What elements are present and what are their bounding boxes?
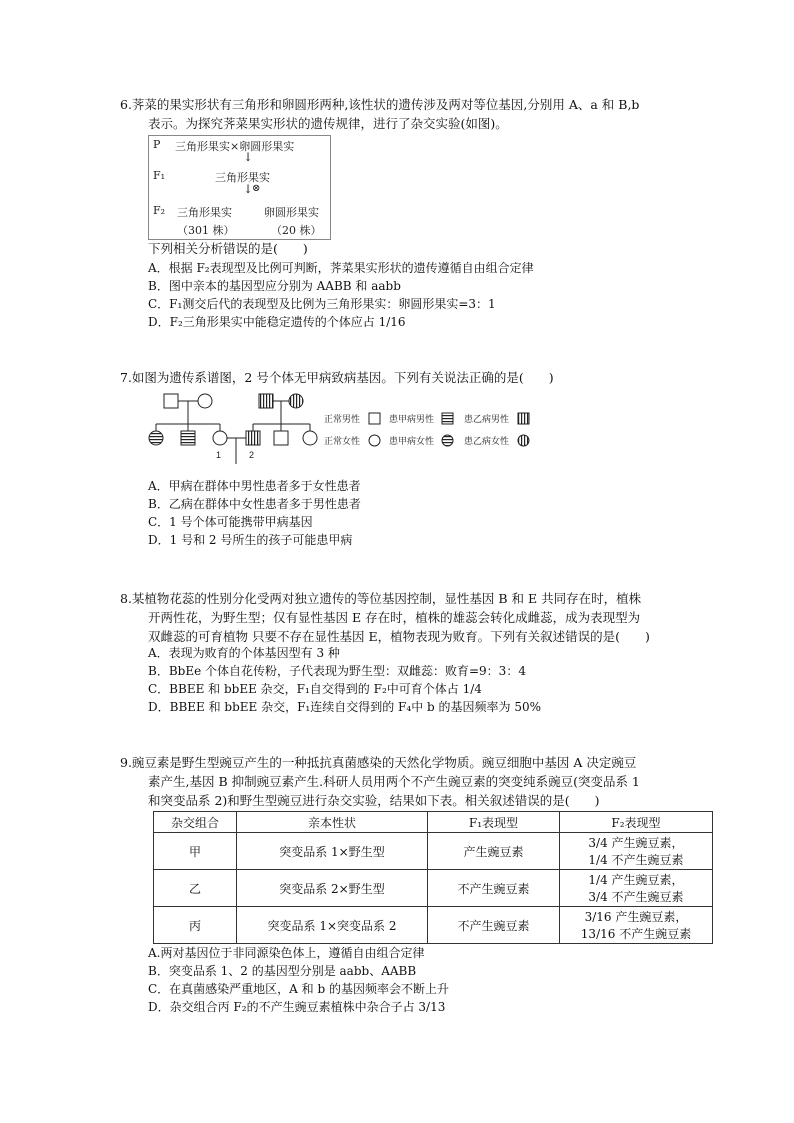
f1-cell: 不产生豌豆素 — [428, 907, 560, 944]
cross-f2-label: F₂ — [153, 204, 166, 217]
legend-jia-male-label: 患甲病男性 — [389, 414, 435, 424]
normal-female-symbol — [198, 394, 212, 408]
q6-option-a: A．根据 F₂表现型及比例可判断，荠菜果实形状的遗传遵循自由组合定律 — [148, 261, 534, 275]
q7-stem: 7.如图为遗传系谱图，2 号个体无甲病致病基因。下列有关说法正确的是( ) — [120, 370, 554, 385]
parents-cell: 突变品系 2×野生型 — [237, 870, 428, 907]
cross-p-label: P — [153, 138, 161, 151]
legend-normal-male-icon — [369, 413, 380, 424]
cross-f2-right-count: （20 株） — [271, 224, 322, 237]
yi-female-symbol — [289, 394, 303, 408]
q7-option-a: A．甲病在群体中男性患者多于女性患者 — [148, 479, 361, 493]
q9-option-d: D．杂交组合丙 F₂的不产生豌豆素植株中杂合子占 3/13 — [148, 1000, 446, 1014]
table-header-row — [154, 812, 713, 833]
legend-jia-male-icon — [442, 413, 453, 424]
q9-stem-line2: 素产生,基因 B 抑制豌豆素产生.科研人员用两个不产生豌豆素的突变纯系豌豆(突变品系 1 — [148, 774, 640, 789]
normal-male-symbol — [274, 431, 288, 445]
header-cell: 杂交组合 — [154, 812, 237, 833]
parents-cell: 突变品系 1×野生型 — [237, 833, 428, 870]
q7-option-b: B．乙病在群体中女性患者多于男性患者 — [148, 497, 361, 511]
normal-male-symbol — [164, 394, 178, 408]
header-cell: 亲本性状 — [237, 812, 428, 833]
q9-stem-line1: 9.豌豆素是野生型豌豆产生的一种抵抗真菌感染的天然化学物质。豌豆细胞中基因 A 决定豌豆 — [120, 755, 637, 770]
q9-stem-line3: 和突变品系 2)和野生型豌豆进行杂交实验，结果如下表。相关叙述错误的是( ) — [148, 793, 600, 808]
individual-2-symbol — [246, 431, 260, 445]
f1-cell: 产生豌豆素 — [428, 833, 560, 870]
legend-normal-male-label: 正常男性 — [324, 414, 361, 424]
q7-option-d: D．1 号和 2 号所生的孩子可能患甲病 — [148, 533, 353, 547]
cross-f2-left-count: （301 株） — [177, 224, 235, 237]
f2-line: 1/4 产生豌豆素， — [588, 873, 684, 887]
q8-option-c: C．BBEE 和 bbEE 杂交，F₁自交得到的 F₂中可育个体占 1/4 — [148, 682, 482, 696]
f1-cell: 不产生豌豆素 — [428, 870, 560, 907]
f2-cell — [560, 833, 713, 870]
group-cell: 甲 — [154, 833, 237, 870]
down-arrow-icon: ↓ — [243, 150, 254, 164]
legend-normal-female-label: 正常女性 — [324, 436, 361, 446]
cross-f2-right: 卵圆形果实 — [264, 206, 319, 219]
jia-female-symbol — [149, 431, 163, 445]
q6-option-b: B．图中亲本的基因型应分别为 AABB 和 aabb — [148, 279, 401, 293]
f2-line: 3/4 产生豌豆素， — [588, 836, 684, 850]
f2-line: 3/4 不产生豌豆素 — [588, 890, 684, 904]
pedigree-chart — [146, 388, 546, 468]
legend-yi-male-icon — [518, 413, 529, 424]
cross-f1-label: F₁ — [153, 169, 166, 182]
legend-jia-female-label: 患甲病女性 — [389, 436, 435, 446]
header-cell: F₂表现型 — [560, 812, 713, 833]
legend-yi-female-label: 患乙病女性 — [464, 436, 510, 446]
f2-line: 13/16 不产生豌豆素 — [580, 927, 692, 941]
jia-male-symbol — [181, 431, 195, 445]
header-cell: F₁表现型 — [428, 812, 560, 833]
q7-option-c: C．1 号个体可能携带甲病基因 — [148, 515, 313, 529]
table-row — [154, 870, 713, 907]
pedigree-label-1: 1 — [216, 450, 222, 460]
normal-female-symbol — [303, 431, 317, 445]
q8-option-b: B．BbEe 个体自花传粉，子代表现为野生型：双雌蕊：败育=9：3：4 — [148, 664, 526, 678]
q6-question: 下列相关分析错误的是( ) — [148, 241, 308, 256]
group-cell: 丙 — [154, 907, 237, 944]
q8-option-d: D．BBEE 和 bbEE 杂交，F₁连续自交得到的 F₄中 b 的基因频率为 50% — [148, 700, 541, 714]
f2-cell — [560, 907, 713, 944]
table-row — [154, 833, 713, 870]
q8-stem-line2: 开两性花，为野生型；仅有显性基因 E 存在时，植株的雄蕊会转化成雌蕊，成为表现型为 — [148, 610, 641, 625]
group-cell: 乙 — [154, 870, 237, 907]
q8-option-a: A．表现为败育的个体基因型有 3 种 — [148, 646, 340, 660]
f2-line: 3/16 产生豌豆素， — [584, 910, 688, 924]
q6-stem-line2: 表示。为探究荠菜果实形状的遗传规律，进行了杂交实验(如图)。 — [148, 116, 508, 131]
q9-option-a: A.两对基因位于非同源染色体上，遵循自由组合定律 — [148, 946, 425, 960]
f2-line: 1/4 不产生豌豆素 — [588, 853, 684, 867]
cross-p-text: 三角形果实×卵圆形果实 — [175, 140, 295, 153]
q9-option-c: C．在真菌感染严重地区，A 和 b 的基因频率会不断上升 — [148, 982, 449, 996]
legend-yi-male-label: 患乙病男性 — [464, 414, 510, 424]
self-cross-icon: ⊗ — [252, 183, 261, 194]
q9-results-table — [153, 811, 713, 944]
pedigree-label-2: 2 — [249, 450, 255, 460]
table-row — [154, 907, 713, 944]
q9-option-b: B．突变品系 1、2 的基因型分别是 aabb、AABB — [148, 964, 417, 978]
q8-stem-line3: 双雌蕊的可育植物 只要不存在显性基因 E，植物表现为败育。下列有关叙述错误的是( ) — [148, 629, 650, 644]
legend-yi-female-icon — [518, 435, 529, 446]
cross-f1-text: 三角形果实 — [215, 171, 270, 184]
yi-male-symbol — [259, 394, 273, 408]
q6-option-d: D．F₂三角形果实中能稳定遗传的个体应占 1/16 — [148, 315, 406, 329]
f2-cell — [560, 870, 713, 907]
legend-normal-female-icon — [369, 435, 380, 446]
legend-jia-female-icon — [442, 435, 453, 446]
cross-f2-left: 三角形果实 — [177, 206, 232, 219]
q6-cross-diagram — [148, 135, 331, 240]
q6-stem-line1: 6.荠菜的果实形状有三角形和卵圆形两种,该性状的遗传涉及两对等位基因,分别用 A、a 和 B,b — [120, 97, 640, 112]
q8-stem-line1: 8.某植物花蕊的性别分化受两对独立遗传的等位基因控制，显性基因 B 和 E 共同存在时，植株 — [120, 591, 642, 606]
individual-1-symbol — [213, 431, 227, 445]
q6-option-c: C．F₁测交后代的表现型及比例为三角形果实：卵圆形果实=3：1 — [148, 297, 496, 311]
parents-cell: 突变品系 1×突变品系 2 — [237, 907, 428, 944]
down-arrow-icon: ↓ — [243, 182, 254, 196]
